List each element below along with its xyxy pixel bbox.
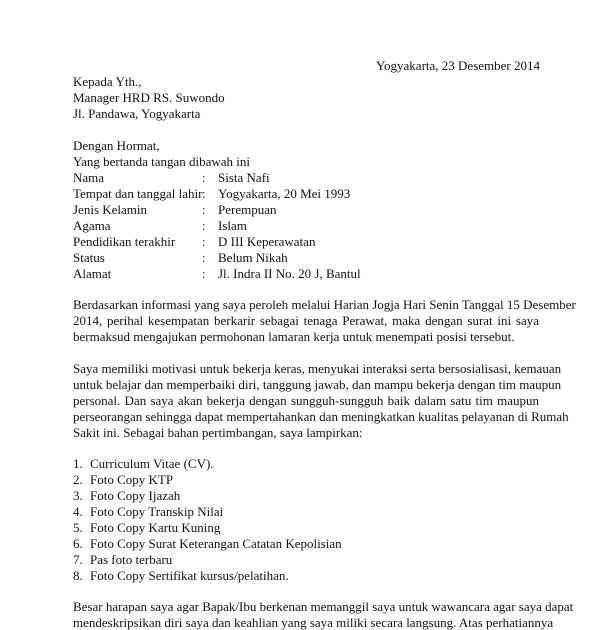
field-colon: : [202, 266, 206, 281]
list-item [0, 488, 612, 504]
list-item-text: Curriculum Vitae (CV). [90, 456, 214, 471]
paragraph-line: 2014, perihal kesempatan berkarir sebagai tenaga Perawat, maka dengan surat ini saya [73, 313, 539, 328]
paragraph-line: personal. Dan saya akan bekerja dengan sungguh-sungguh baik dalam satu tim maupun [73, 393, 539, 408]
field-label: Agama [73, 218, 111, 233]
paragraph-line: untuk belajar dan memperbaiki diri, tanggung jawab, dan mampu bekerja dengan tim maupun [73, 377, 562, 392]
list-item-text: Foto Copy Ijazah [90, 488, 181, 503]
paragraph-line: bermaksud mengajukan permohonan lamaran kerja untuk menempati posisi tersebut. [73, 329, 515, 344]
list-item [0, 504, 612, 520]
field-value: Islam [218, 218, 247, 233]
field-label: Tempat dan tanggal lahir [73, 186, 203, 201]
list-item-number: 3. [73, 488, 83, 503]
list-item [0, 520, 612, 536]
field-row [0, 202, 612, 218]
field-value: Belum Nikah [218, 250, 288, 265]
field-colon: : [202, 218, 206, 233]
field-row [0, 186, 612, 202]
field-row [0, 234, 612, 250]
field-value: D III Keperawatan [218, 234, 316, 249]
list-item-text: Foto Copy Sertifikat kursus/pelatihan. [90, 568, 289, 583]
greeting: Dengan Hormat, [73, 138, 160, 153]
field-value: Sista Nafi [218, 170, 270, 185]
paragraph-line: perseorangan sehingga dapat mempertahankan dan meningkatkan kualitas pelayanan di Rumah [73, 409, 569, 424]
field-colon: : [202, 202, 206, 217]
field-label: Nama [73, 170, 105, 185]
field-row [0, 250, 612, 266]
field-value: Jl. Indra II No. 20 J, Bantul [218, 266, 361, 281]
field-label: Pendidikan terakhir [73, 234, 176, 249]
paragraph-line: Sakit ini. Sebagai bahan pertimbangan, saya lampirkan: [73, 425, 363, 440]
field-label: Jenis Kelamin [73, 202, 148, 217]
paragraph-line: mendeskripsikan diri saya dan keahlian yang saya miliki secara langsung. Atas perhatiannya [73, 615, 554, 630]
list-item-number: 1. [73, 456, 83, 471]
paragraph-line: Besar harapan saya agar Bapak/Ibu berkenan memanggil saya untuk wawancara agar saya dapat [73, 599, 574, 614]
field-label: Status [73, 250, 105, 265]
list-item-text: Foto Copy KTP [90, 472, 174, 487]
recipient-line: Kepada Yth., [73, 74, 142, 89]
field-row [0, 218, 612, 234]
paragraph-line: Berdasarkan informasi yang saya peroleh melalui Harian Jogja Hari Senin Tanggal 15 Desember [73, 297, 576, 312]
list-item-text: Foto Copy Surat Keterangan Catatan Kepolisian [90, 536, 342, 551]
list-item-text: Foto Copy Kartu Kuning [90, 520, 221, 535]
list-item-number: 5. [73, 520, 83, 535]
recipient-line: Jl. Pandawa, Yogyakarta [73, 106, 201, 121]
field-label: Alamat [73, 266, 112, 281]
list-item-number: 2. [73, 472, 83, 487]
list-item [0, 568, 612, 584]
recipient-line: Manager HRD RS. Suwondo [73, 90, 225, 105]
letter-date: Yogyakarta, 23 Desember 2014 [375, 58, 540, 73]
field-colon: : [202, 170, 206, 185]
list-item-number: 8. [73, 568, 83, 583]
list-item [0, 472, 612, 488]
list-item [0, 456, 612, 472]
list-item-number: 4. [73, 504, 83, 519]
field-row [0, 170, 612, 186]
field-colon: : [202, 186, 206, 201]
field-colon: : [202, 250, 206, 265]
field-row [0, 266, 612, 282]
field-value: Yogyakarta, 20 Mei 1993 [218, 186, 351, 201]
list-item-number: 6. [73, 536, 83, 551]
list-item [0, 552, 612, 568]
list-item [0, 536, 612, 552]
list-item-text: Foto Copy Transkip Nilai [90, 504, 224, 519]
list-item-text: Pas foto terbaru [90, 552, 173, 567]
list-item-number: 7. [73, 552, 83, 567]
field-value: Perempuan [218, 202, 277, 217]
intro-line: Yang bertanda tangan dibawah ini [73, 154, 251, 169]
field-colon: : [202, 234, 206, 249]
paragraph-line: Saya memiliki motivasi untuk bekerja keras, menyukai interaksi serta bersosialisasi, kemauan [73, 361, 562, 376]
